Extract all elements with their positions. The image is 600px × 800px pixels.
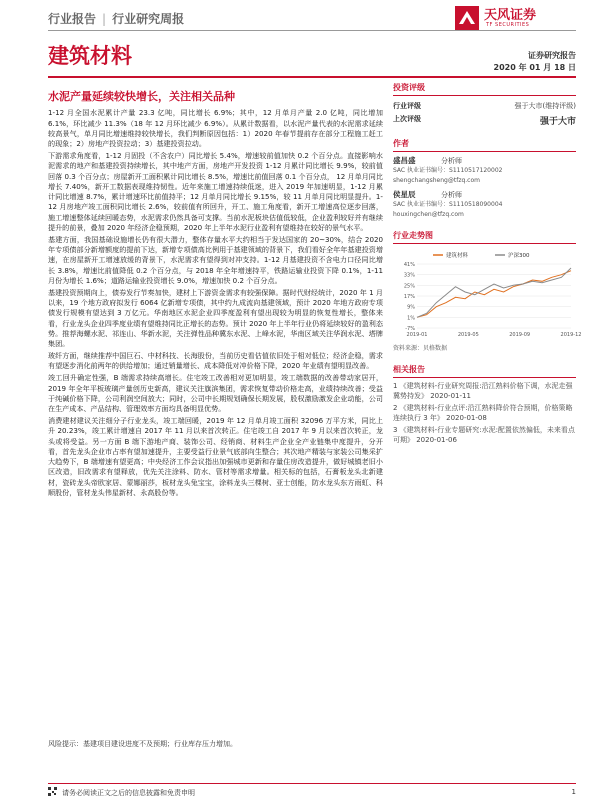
- analyst-role: 分析师: [441, 191, 462, 199]
- related-report-item[interactable]: 3 《建筑材料-行业专题研究:水泥:配置依然偏低，未来看点可期》 2020-01-06: [393, 426, 575, 444]
- related-report-item[interactable]: 1 《建筑材料-行业研究周报:沿江熟料价格下调，水泥走强冀势持发》 2020-01-11: [393, 382, 573, 400]
- analyst-name: 侯星辰: [393, 190, 416, 199]
- author-section-title: 作者: [393, 136, 576, 152]
- analyst-role: 分析师: [441, 157, 462, 165]
- logo-name: 天风证券: [484, 8, 537, 23]
- prev-rating-value: 强于大市: [539, 116, 576, 127]
- risk-warning: 风险提示：基建项目建设进度不及预期；行业库存压力增加。: [48, 740, 237, 748]
- page-number: 1: [571, 788, 576, 796]
- analyst-email[interactable]: houxingchen@tfzq.com: [393, 211, 464, 218]
- y-tick-label: 9%: [407, 304, 415, 311]
- report-tag-weekly: 行业研究周报: [112, 12, 185, 26]
- rating-row: [393, 99, 576, 112]
- analyst-sac: SAC 执业证书编号：S1110518090004: [393, 201, 503, 208]
- page-title: 建筑材料: [48, 44, 132, 68]
- analyst-sac: SAC 执业证书编号：S1110517120002: [393, 167, 503, 174]
- analyst-name: 盛昌盛: [393, 156, 416, 165]
- y-tick-label: -7%: [405, 326, 415, 332]
- logo-english: TF SECURITIES: [486, 22, 530, 28]
- paragraph-completion: 竣工回升确定性强，B 端需求持续高增长。住宅竣工改善相对更加明显，竣工端数据的改善带动家居开，2019 年全年平板玻璃产量创历史新高，建议关注旗滨集团，需求恢复带动价格走高，业绩持续改善；受益于纯碱价格下降，公司利润空间放大；同时，公司中长期规划确保长期发展，股权激励激发企业动能，公司在生产成本、产品结构、管理效率方面均具备明显优势。: [48, 373, 383, 414]
- x-tick-label: 2019-09: [509, 332, 531, 338]
- footer-divider: [48, 783, 576, 784]
- related-section-title: 相关报告: [393, 362, 576, 378]
- sidebar: [393, 80, 582, 447]
- prev-rating-label: 上次评级: [393, 114, 421, 123]
- trend-chart-svg: [393, 248, 582, 340]
- paragraph-demand: 下游需求角度看，1-12 月固投（不含农户）同比增长 5.4%，增速较前值加快 0.2 个百分点。直接影响水泥需求的地产和基建投资持续增长，其中地产方面，房地产开发投资 1-12 月累计同比增长 9.9%，较前值回落 0.3 个百分点；房屋新开工面积累计同比增长 8.5%，增速比前值回落 0.1 个百分点， 12 月单月同比增长 7.40%，新开工数据表现维持韧性。近年来施工增速持续低迷，进入 2019 年加速明显，1-12 月累计同比增速 8.7%，累计增速环比前值持平；12 月单月同比增长 9.15%，较 11 月单月同比明显提升。1-12 月房地产竣工面积同比增长 2.6%，较前值有所回升，开工、施工角度看，新开工增速高位逐步回落，施工增速整体延续回暖态势，水泥需求仍然具备可支撑。当前水泥板块估值低较低，企业盈利较好并有继续提升的前景，叠加 2020 年经济企稳预期，2020 年上半年水泥行业盈利有望维持在较好的景气水平。: [48, 150, 383, 233]
- prev-rating-row: [393, 112, 576, 128]
- analyst-email[interactable]: shengchangsheng@tfzq.com: [393, 177, 480, 184]
- report-date: 2020 年 01 月 18 日: [493, 63, 576, 72]
- report-category: [48, 10, 184, 27]
- y-tick-label: 41%: [403, 262, 415, 268]
- x-tick-label: 2019-05: [457, 332, 479, 338]
- y-tick-label: 1%: [407, 315, 415, 322]
- chart-source: 资料来源：贝格数据: [393, 345, 448, 352]
- title-divider: [48, 76, 576, 78]
- headline: 水泥产量延续较快增长，关注相关品种: [48, 90, 235, 103]
- qr-code-icon: [48, 787, 57, 796]
- y-tick-label: 25%: [403, 283, 415, 290]
- analyst-card: [393, 190, 576, 220]
- series-line-building-materials: [417, 271, 571, 318]
- paragraph-bonds: 基建投资预期向上，债券发行节奏加快，建材上下游资金需求有较强保障。据时代财经统计，2020 年 1 月以来，19 个地方政府拟发行 6064 亿新增专项债，其中约九成流向基建领域，预计 2020 年地方政府专项债发行规模有望达到 3 万亿元。华南地区水泥企业四季度盈利有望出现较为明显的恢复性增长，整体来看，行业龙头企业四季度业绩有望维持同比正增长的态势。预计 2020 年上半年行业仍将延续较好的盈利态势。推荐海螺水泥、祁连山、华新水泥，关注弹性品种冀东水泥、上峰水泥，华南区域关注华润水泥、塔牌集团。: [48, 287, 383, 349]
- paragraph-consumer-materials: 消费建材建议关注细分子行业龙头，竣工端回暖，2019 年 12 月单月竣工面积 32096 万平方米，同比上升 20.23%，竣工累计增速自 2017 年 11 月以来首次转正。住宅竣工自 2017 年 9 月以来首次转正，龙头或将受益。另一方面 B 端下游地产商、装饰公司、经销商、材料生产企业全产业链集中度提升，分开看，首先龙头企业市占率有望加速提升，主要受益行业景气底部向生整合；其次地产精装与家装公司集采扩大趋势下，B 端增速有望更高；中央经济工作会议指出加强城市更新和存量住房改造提升，做好城镇老旧小区改造，旧改需求有望释放，优先关注涂料、防水、管材等需求增量。相关标的包括，石膏板龙头北新建材，瓷砖龙头帝欧家居、蒙娜丽莎，板材龙头兔宝宝，涂料龙头三棵树、亚士创能，防水龙头东方雨虹、科顺股份，管材龙头伟星新材、永高股份等。: [48, 415, 383, 497]
- report-tag-industry: 行业报告: [48, 12, 97, 26]
- logo-icon: [454, 5, 480, 31]
- x-tick-label: 2019-01: [406, 332, 428, 338]
- paragraph-glass-fiber: 玻纤方面，继续推荐中国巨石、中材科技、长海股份，当前历史看估值依旧处于相对低位；经济企稳，需求有望逐步消化前两年的供给增加；通过销量增长、成本降低对冲价格下降，2020 年业绩有望明显改善。: [48, 351, 383, 371]
- paragraph-infrastructure: 基建方面，我国基础设施增长仍有很大潜力，整体存量水平大约相当于发达国家的 20~30%，结合 2020 年专项债部分新增额度的提前下达，新增专项债高比例用于基建领域的背景下，我们看好全年年基建投资增速，在房屋新开工增速放缓的背景下，水泥需求有望得到对冲支持。1-12 月基建投资不含电力口径同比增长 3.8%，增速比前值降低 0.2 个百分点，与 2018 年全年增速持平，铁路运输业投资下降 0.1%，1-11 月份为增长 1.6%；道路运输业投资增长 9.0%，增速加快 0.2 个百分点。: [48, 234, 383, 286]
- trend-section-title: 行业走势图: [393, 228, 576, 244]
- rating-value: 强于大市(维持评级): [514, 101, 576, 110]
- report-type: 证券研究报告: [528, 51, 576, 60]
- x-tick-label: 2019-12: [560, 332, 582, 338]
- trend-chart: [393, 248, 582, 342]
- rating-label: 行业评级: [393, 101, 421, 110]
- y-tick-label: 33%: [403, 272, 415, 279]
- divider: |: [102, 12, 107, 26]
- paragraph-output: 1-12 月全国水泥累计产量 23.3 亿吨，同比增长 6.9%；其中，12 月单月产量 2.0 亿吨，同比增加 6.1%，环比减少 11.3%（18 年 12 月环比减少 6.9%）。从累计数据看，以水泥产量代表的水泥需求延续较高景气，单月同比增速维持较快增长，我们判断原因包括：1）2020 年春节提前存在部分工程施工赶工的现象；2）房地产投资拉动；3）基建投资拉动。: [48, 108, 383, 149]
- header-divider: [48, 30, 576, 31]
- related-report-item[interactable]: 2 《建筑材料-行业点评:沿江熟料降价符合预期，价格策略连续执行 3 年》 2020-01-08: [393, 404, 573, 422]
- analyst-card: [393, 156, 576, 186]
- rating-section-title: 投资评级: [393, 80, 576, 96]
- series-line-csi300: [417, 268, 571, 317]
- y-tick-label: 17%: [403, 294, 415, 300]
- legend-label: 沪深300: [508, 253, 530, 259]
- main-content: [48, 92, 383, 500]
- disclaimer: 请务必阅读正文之后的信息披露和免责申明: [62, 789, 195, 797]
- legend-label: 建筑材料: [446, 253, 469, 259]
- related-reports: [393, 381, 576, 445]
